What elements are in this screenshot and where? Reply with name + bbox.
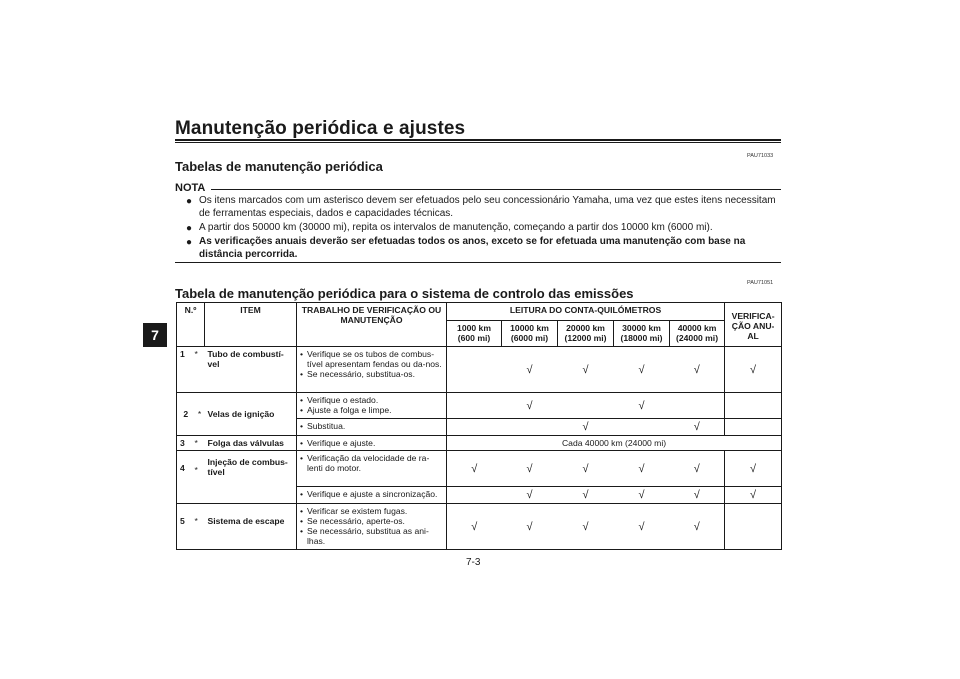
check-mark: √	[670, 487, 725, 504]
header-annual: VERIFICA-ÇÃO ANU-AL	[725, 303, 782, 347]
nota-list	[186, 194, 781, 262]
row-number: 2	[177, 393, 195, 436]
nota-label: NOTA	[175, 182, 206, 194]
check-mark: √	[614, 347, 670, 393]
row-actions: • Verifique se os tubos de combus-tível apresentam fendas ou da-nos. • Se necessário, substitua-os.	[297, 347, 447, 393]
check-mark	[614, 419, 670, 436]
check-mark: √	[502, 504, 558, 550]
row-item: Folga das válvulas	[205, 436, 297, 451]
table-row	[177, 451, 782, 487]
check-mark	[558, 393, 614, 419]
page-number: 7-3	[466, 557, 481, 568]
section-code: PAU71033	[747, 153, 774, 159]
check-mark: √	[502, 393, 558, 419]
header-interval: 40000 km (24000 mi)	[670, 321, 725, 347]
bullet-dot-icon: ●	[186, 237, 193, 248]
nota-item: ● Os itens marcados com um asterisco devem ser efetuados pelo seu concessionário Yamaha, uma vez que estes itens necessitam de ferramentas especiais, dados e capacidades técnicas.	[186, 195, 776, 219]
row-actions: • Verifique e ajuste a sincronização.	[297, 487, 447, 504]
check-mark: √	[558, 419, 614, 436]
row-actions: • Substitua.	[297, 419, 447, 436]
check-mark: √	[447, 504, 502, 550]
header-item: ITEM	[205, 303, 297, 347]
row-actions: • Verifique e ajuste.	[297, 436, 447, 451]
check-mark: √	[670, 347, 725, 393]
check-mark	[447, 487, 502, 504]
check-mark	[502, 419, 558, 436]
header-odometer: LEITURA DO CONTA-QUILÓMETROS	[447, 303, 725, 321]
nota-item: ● A partir dos 50000 km (30000 mi), repita os intervalos de manutenção, começando a partir dos 10000 km (6000 mi).	[186, 222, 713, 234]
table-row	[177, 347, 782, 393]
row-actions: • Verificação da velocidade de ra-lenti do motor.	[297, 451, 447, 487]
bullet-dot-icon: ●	[186, 223, 193, 234]
check-mark: √	[725, 347, 782, 393]
check-mark: √	[502, 451, 558, 487]
row-number: 1	[177, 347, 195, 393]
dealer-asterisk: *	[195, 504, 205, 550]
row-item: Injeção de combus-tível	[205, 451, 297, 504]
check-mark: √	[558, 347, 614, 393]
check-mark: √	[614, 451, 670, 487]
check-mark	[725, 393, 782, 419]
header-interval: 20000 km (12000 mi)	[558, 321, 614, 347]
header-num: N.º	[177, 303, 205, 347]
check-mark: √	[725, 451, 782, 487]
chapter-tab: 7	[143, 323, 167, 347]
nota-end-rule	[175, 262, 781, 263]
check-mark: √	[558, 451, 614, 487]
check-mark: √	[614, 487, 670, 504]
nota-rule	[211, 189, 781, 190]
section-code: PAU71051	[747, 280, 774, 286]
header-work: TRABALHO DE VERIFICAÇÃO OU MANUTENÇÃO	[297, 303, 447, 347]
check-mark: √	[558, 504, 614, 550]
row-item: Velas de ignição	[205, 393, 297, 436]
check-mark	[725, 504, 782, 550]
check-mark: √	[670, 451, 725, 487]
interval-span-text: Cada 40000 km (24000 mi)	[447, 436, 782, 451]
table-row	[177, 504, 782, 550]
row-actions: • Verifique o estado. • Ajuste a folga e limpe.	[297, 393, 447, 419]
check-mark	[447, 347, 502, 393]
row-number: 5	[177, 504, 195, 550]
row-item: Sistema de escape	[205, 504, 297, 550]
check-mark: √	[670, 504, 725, 550]
check-mark: √	[614, 504, 670, 550]
check-mark	[670, 393, 725, 419]
check-mark: √	[725, 487, 782, 504]
header-rule	[175, 139, 781, 141]
dealer-asterisk: *	[195, 451, 205, 504]
dealer-asterisk: *	[195, 393, 205, 436]
row-number: 4	[177, 451, 195, 504]
header-rule-thin	[175, 142, 781, 143]
row-number: 3	[177, 436, 195, 451]
row-item: Tubo de combustí-vel	[205, 347, 297, 393]
check-mark	[725, 419, 782, 436]
nota-item: ● As verificações anuais deverão ser efetuadas todos os anos, exceto se for efetuada uma manutenção com base na distância percorrida.	[186, 236, 746, 260]
section-title: Tabelas de manutenção periódica	[175, 159, 383, 174]
header-interval: 10000 km (6000 mi)	[502, 321, 558, 347]
check-mark	[447, 419, 502, 436]
dealer-asterisk: *	[195, 347, 205, 393]
emissions-maintenance-table	[176, 302, 782, 550]
check-mark: √	[447, 451, 502, 487]
check-mark: √	[670, 419, 725, 436]
section-title: Tabela de manutenção periódica para o sistema de controlo das emissões	[175, 286, 634, 301]
check-mark: √	[502, 347, 558, 393]
header-interval: 30000 km (18000 mi)	[614, 321, 670, 347]
check-mark: √	[558, 487, 614, 504]
table-row	[177, 436, 782, 451]
header-interval: 1000 km (600 mi)	[447, 321, 502, 347]
page-header-title: Manutenção periódica e ajustes	[175, 118, 466, 139]
table-row	[177, 393, 782, 419]
check-mark	[447, 393, 502, 419]
check-mark: √	[614, 393, 670, 419]
row-actions: • Verificar se existem fugas. • Se necessário, aperte-os. • Se necessário, substitua as ani-lhas.	[297, 504, 447, 550]
check-mark: √	[502, 487, 558, 504]
dealer-asterisk: *	[195, 436, 205, 451]
bullet-dot-icon: ●	[186, 196, 193, 207]
